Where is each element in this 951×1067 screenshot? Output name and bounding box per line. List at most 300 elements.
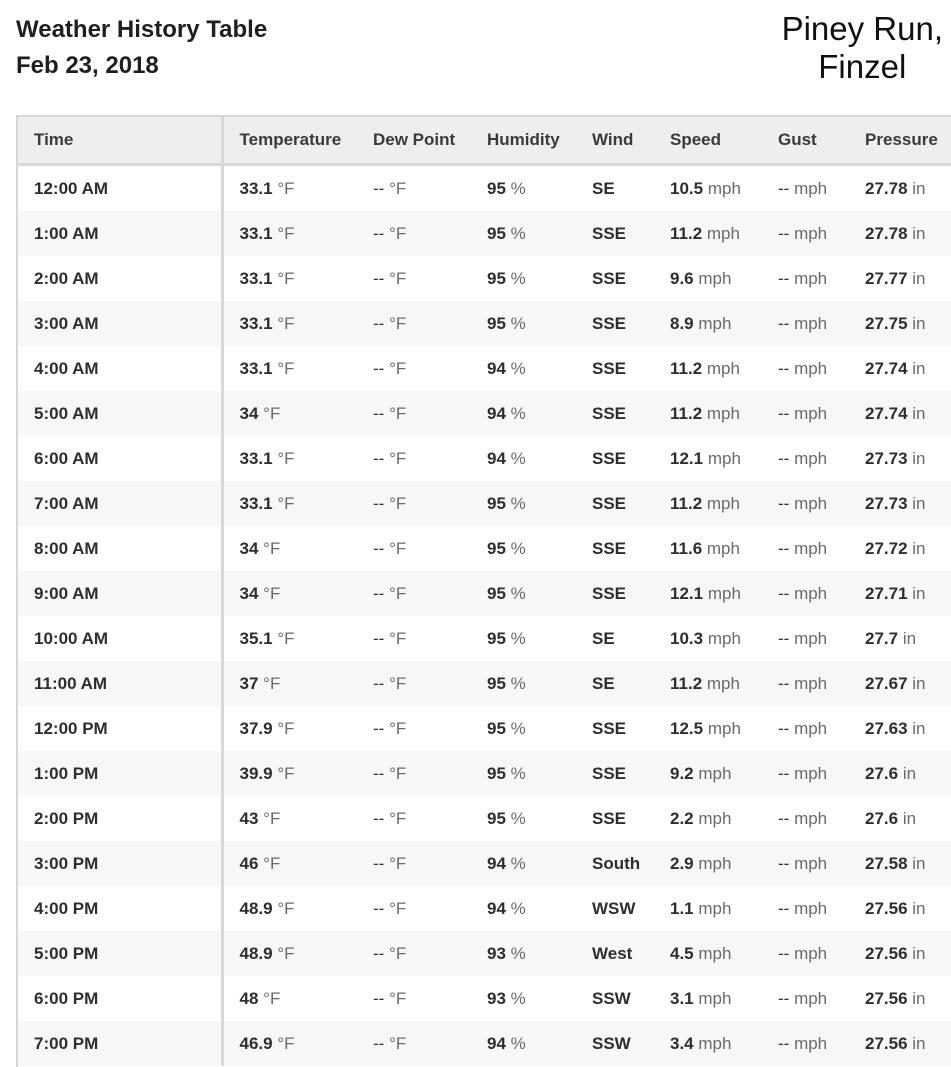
cell-gust-value: --: [778, 358, 790, 378]
cell-pressure-value: 27.56: [865, 988, 908, 1008]
cell-time-value: 4:00 PM: [34, 898, 99, 918]
cell-dew-point-value: --: [373, 358, 385, 378]
cell-temperature: [222, 301, 357, 346]
column-header-wind: Wind: [576, 117, 654, 165]
cell-speed-unit: mph: [698, 808, 732, 828]
table-row: [18, 796, 951, 841]
cell-time: [18, 841, 222, 886]
cell-speed: [654, 706, 762, 751]
column-header-speed: Speed: [654, 117, 762, 165]
cell-humidity-unit: %: [510, 673, 526, 693]
cell-pressure-value: 27.74: [865, 358, 908, 378]
cell-dew-point: [357, 796, 471, 841]
cell-temperature-unit: °F: [277, 943, 295, 963]
cell-gust: [762, 481, 849, 526]
cell-speed-value: 11.2: [670, 673, 703, 693]
cell-humidity-value: 93: [487, 943, 506, 963]
cell-wind-value: SSE: [592, 448, 627, 468]
cell-speed-value: 12.5: [670, 718, 704, 738]
cell-dew-point-unit: °F: [389, 1033, 407, 1053]
cell-humidity-unit: %: [510, 583, 526, 603]
cell-speed-value: 3.1: [670, 988, 694, 1008]
table-row: [18, 481, 951, 526]
cell-humidity-unit: %: [510, 988, 526, 1008]
cell-temperature-unit: °F: [277, 448, 295, 468]
cell-speed-unit: mph: [698, 898, 732, 918]
cell-pressure-unit: in: [902, 628, 917, 648]
cell-speed: [654, 165, 762, 212]
column-header-humidity: Humidity: [471, 117, 576, 165]
cell-temperature-unit: °F: [277, 178, 295, 198]
cell-humidity: [471, 481, 576, 526]
table-row: [18, 526, 951, 571]
cell-dew-point-value: --: [373, 538, 385, 558]
cell-humidity-value: 95: [487, 763, 506, 783]
cell-speed-value: 11.2: [670, 493, 703, 513]
cell-pressure: [849, 796, 951, 841]
cell-speed-value: 2.9: [670, 853, 694, 873]
cell-dew-point-value: --: [373, 988, 385, 1008]
cell-pressure-value: 27.77: [865, 268, 908, 288]
cell-speed: [654, 211, 762, 256]
cell-wind: [576, 346, 654, 391]
table-row: [18, 256, 951, 301]
cell-temperature-value: 34: [239, 583, 259, 603]
cell-gust-value: --: [778, 1033, 790, 1053]
cell-pressure-value: 27.73: [865, 448, 908, 468]
cell-dew-point: [357, 706, 471, 751]
cell-speed: [654, 616, 762, 661]
cell-time: [18, 391, 222, 436]
cell-pressure-value: 27.78: [865, 178, 908, 198]
table-row: [18, 706, 951, 751]
cell-gust-value: --: [778, 943, 790, 963]
cell-dew-point-unit: °F: [389, 493, 407, 513]
cell-wind: [576, 886, 654, 931]
cell-temperature-value: 33.1: [239, 223, 273, 243]
cell-temperature-value: 48.9: [239, 898, 273, 918]
cell-dew-point-value: --: [373, 313, 385, 333]
table-row: [18, 571, 951, 616]
column-header-dew-point: Dew Point: [357, 117, 471, 165]
cell-time: [18, 526, 222, 571]
cell-gust-unit: mph: [794, 178, 828, 198]
cell-temperature-value: 43: [239, 808, 259, 828]
page-header: [16, 12, 267, 84]
cell-time: [18, 886, 222, 931]
cell-wind: [576, 976, 654, 1021]
cell-humidity-value: 94: [487, 898, 506, 918]
cell-pressure-value: 27.7: [865, 628, 899, 648]
cell-dew-point: [357, 526, 471, 571]
cell-pressure-unit: in: [912, 268, 926, 288]
cell-temperature: [222, 616, 357, 661]
cell-gust: [762, 931, 849, 976]
cell-dew-point: [357, 931, 471, 976]
cell-wind: [576, 841, 654, 886]
cell-pressure-value: 27.72: [865, 538, 908, 558]
cell-pressure-value: 27.74: [865, 403, 908, 423]
page-date: Feb 23, 2018: [16, 52, 159, 79]
cell-dew-point-value: --: [373, 673, 385, 693]
cell-temperature-value: 33.1: [239, 448, 273, 468]
cell-dew-point-unit: °F: [389, 943, 407, 963]
cell-wind: [576, 165, 654, 212]
cell-gust-value: --: [778, 853, 790, 873]
cell-pressure-unit: in: [902, 808, 917, 828]
cell-time: [18, 616, 222, 661]
cell-wind-value: SSE: [592, 493, 627, 513]
cell-temperature-value: 46: [239, 853, 259, 873]
cell-dew-point-value: --: [373, 448, 385, 468]
cell-humidity-unit: %: [510, 538, 526, 558]
cell-humidity-value: 94: [487, 853, 506, 873]
cell-temperature-unit: °F: [277, 898, 295, 918]
cell-pressure: [849, 931, 951, 976]
cell-temperature: [222, 886, 357, 931]
cell-time: [18, 165, 222, 212]
cell-pressure-unit: in: [912, 988, 926, 1008]
cell-pressure: [849, 165, 951, 212]
cell-speed: [654, 481, 762, 526]
cell-temperature-unit: °F: [263, 538, 281, 558]
table-row: [18, 751, 951, 796]
cell-time-value: 5:00 PM: [34, 943, 99, 963]
cell-humidity-unit: %: [510, 268, 526, 288]
cell-speed: [654, 526, 762, 571]
cell-temperature-value: 37: [239, 673, 259, 693]
cell-humidity-unit: %: [510, 223, 526, 243]
cell-speed-unit: mph: [706, 673, 740, 693]
cell-dew-point-unit: °F: [389, 538, 407, 558]
cell-pressure: [849, 841, 951, 886]
cell-pressure-unit: in: [912, 718, 926, 738]
cell-time: [18, 1021, 222, 1066]
cell-wind: [576, 211, 654, 256]
cell-dew-point-value: --: [373, 943, 385, 963]
cell-temperature-unit: °F: [263, 583, 281, 603]
cell-dew-point-unit: °F: [389, 898, 407, 918]
cell-speed-value: 4.5: [670, 943, 694, 963]
cell-gust: [762, 391, 849, 436]
cell-humidity-value: 95: [487, 178, 506, 198]
cell-time-value: 1:00 AM: [34, 223, 99, 243]
cell-temperature-unit: °F: [277, 268, 295, 288]
table-row: [18, 1021, 951, 1066]
cell-pressure-value: 27.67: [865, 673, 908, 693]
cell-speed: [654, 931, 762, 976]
cell-dew-point: [357, 301, 471, 346]
cell-temperature: [222, 796, 357, 841]
cell-dew-point-value: --: [373, 808, 385, 828]
cell-gust-value: --: [778, 178, 790, 198]
cell-humidity-unit: %: [510, 493, 526, 513]
cell-gust-unit: mph: [794, 988, 828, 1008]
cell-speed-value: 3.4: [670, 1033, 694, 1053]
cell-time: [18, 346, 222, 391]
table-row: [18, 616, 951, 661]
cell-wind-value: SE: [592, 628, 615, 648]
cell-temperature-unit: °F: [263, 988, 281, 1008]
cell-speed: [654, 391, 762, 436]
cell-gust-value: --: [778, 628, 790, 648]
cell-time-value: 6:00 PM: [34, 988, 99, 1008]
cell-gust: [762, 256, 849, 301]
cell-speed-value: 11.2: [670, 403, 703, 423]
cell-humidity: [471, 346, 576, 391]
cell-humidity-unit: %: [510, 718, 526, 738]
cell-gust-unit: mph: [794, 538, 828, 558]
cell-wind-value: SSE: [592, 763, 627, 783]
column-header-pressure: Pressure: [849, 117, 951, 165]
cell-gust-unit: mph: [794, 628, 828, 648]
cell-speed: [654, 1021, 762, 1066]
column-header-time: Time: [18, 117, 222, 165]
cell-temperature: [222, 211, 357, 256]
cell-pressure-value: 27.56: [865, 943, 908, 963]
cell-pressure-value: 27.75: [865, 313, 908, 333]
cell-dew-point-unit: °F: [389, 718, 407, 738]
cell-humidity: [471, 436, 576, 481]
weather-history-table: [18, 117, 951, 1066]
cell-pressure-value: 27.6: [865, 763, 899, 783]
cell-gust-unit: mph: [794, 448, 828, 468]
cell-wind: [576, 526, 654, 571]
cell-time-value: 12:00 AM: [34, 178, 109, 198]
cell-dew-point: [357, 436, 471, 481]
table-row: [18, 165, 951, 212]
cell-speed-value: 12.1: [670, 448, 704, 468]
cell-gust: [762, 616, 849, 661]
cell-humidity-value: 94: [487, 358, 506, 378]
cell-temperature: [222, 256, 357, 301]
cell-temperature: [222, 165, 357, 212]
cell-gust-unit: mph: [794, 583, 828, 603]
table-row: [18, 211, 951, 256]
cell-temperature-unit: °F: [263, 853, 281, 873]
cell-gust-unit: mph: [794, 943, 828, 963]
cell-temperature: [222, 571, 357, 616]
cell-speed-unit: mph: [698, 1033, 732, 1053]
cell-temperature-unit: °F: [277, 493, 295, 513]
cell-humidity-value: 94: [487, 403, 506, 423]
cell-temperature-value: 35.1: [239, 628, 273, 648]
cell-time: [18, 481, 222, 526]
cell-humidity-unit: %: [510, 943, 526, 963]
cell-wind-value: SSE: [592, 223, 627, 243]
cell-speed-unit: mph: [706, 493, 740, 513]
cell-gust-value: --: [778, 313, 790, 333]
cell-wind-value: SE: [592, 673, 615, 693]
cell-time-value: 12:00 PM: [34, 718, 108, 738]
cell-humidity: [471, 886, 576, 931]
cell-gust-value: --: [778, 718, 790, 738]
weather-history-table-container: [16, 115, 951, 1067]
cell-dew-point-unit: °F: [389, 268, 407, 288]
cell-pressure-unit: in: [912, 943, 926, 963]
cell-humidity-unit: %: [510, 1033, 526, 1053]
cell-speed: [654, 841, 762, 886]
cell-pressure-unit: in: [912, 358, 926, 378]
cell-temperature-value: 48: [239, 988, 259, 1008]
cell-time-value: 6:00 AM: [34, 448, 99, 468]
cell-wind-value: SSE: [592, 583, 627, 603]
cell-speed-unit: mph: [698, 988, 732, 1008]
cell-temperature-value: 48.9: [239, 943, 273, 963]
cell-humidity-value: 93: [487, 988, 506, 1008]
cell-gust-value: --: [778, 583, 790, 603]
cell-temperature: [222, 661, 357, 706]
cell-temperature-value: 33.1: [239, 178, 273, 198]
cell-gust: [762, 796, 849, 841]
cell-speed-unit: mph: [707, 178, 741, 198]
cell-humidity-value: 95: [487, 268, 506, 288]
cell-gust-value: --: [778, 898, 790, 918]
cell-speed: [654, 256, 762, 301]
cell-temperature: [222, 706, 357, 751]
cell-pressure-value: 27.58: [865, 853, 908, 873]
cell-speed-value: 12.1: [670, 583, 704, 603]
cell-time: [18, 256, 222, 301]
cell-time: [18, 301, 222, 346]
cell-gust: [762, 1021, 849, 1066]
cell-pressure: [849, 346, 951, 391]
cell-temperature: [222, 841, 357, 886]
cell-pressure: [849, 211, 951, 256]
cell-temperature-value: 34: [239, 403, 259, 423]
cell-speed: [654, 976, 762, 1021]
cell-wind: [576, 571, 654, 616]
cell-gust-value: --: [778, 493, 790, 513]
cell-wind-value: WSW: [592, 898, 636, 918]
cell-dew-point-value: --: [373, 268, 385, 288]
cell-wind-value: SSE: [592, 538, 627, 558]
cell-humidity-unit: %: [510, 313, 526, 333]
cell-humidity-value: 95: [487, 583, 506, 603]
cell-wind-value: SE: [592, 178, 615, 198]
cell-humidity-unit: %: [510, 898, 526, 918]
cell-wind-value: SSW: [592, 988, 631, 1008]
cell-pressure-value: 27.78: [865, 223, 908, 243]
cell-wind-value: SSE: [592, 403, 627, 423]
cell-wind-value: SSE: [592, 268, 627, 288]
cell-dew-point-value: --: [373, 1033, 385, 1053]
cell-speed-unit: mph: [706, 223, 740, 243]
cell-pressure: [849, 391, 951, 436]
cell-wind: [576, 796, 654, 841]
cell-speed-unit: mph: [707, 628, 741, 648]
cell-gust-value: --: [778, 268, 790, 288]
cell-pressure-value: 27.56: [865, 1033, 908, 1053]
cell-humidity-value: 95: [487, 718, 506, 738]
cell-humidity-value: 95: [487, 808, 506, 828]
cell-wind: [576, 391, 654, 436]
column-header-gust: Gust: [762, 117, 849, 165]
cell-wind: [576, 256, 654, 301]
cell-gust: [762, 661, 849, 706]
cell-wind: [576, 301, 654, 346]
cell-time: [18, 796, 222, 841]
cell-pressure: [849, 886, 951, 931]
cell-dew-point-unit: °F: [389, 358, 407, 378]
cell-humidity: [471, 526, 576, 571]
cell-dew-point: [357, 346, 471, 391]
cell-speed: [654, 346, 762, 391]
cell-temperature-unit: °F: [277, 313, 295, 333]
cell-gust: [762, 165, 849, 212]
table-row: [18, 301, 951, 346]
cell-time: [18, 976, 222, 1021]
cell-humidity: [471, 706, 576, 751]
cell-speed-unit: mph: [698, 943, 732, 963]
cell-speed-value: 11.2: [670, 358, 703, 378]
cell-humidity-value: 95: [487, 313, 506, 333]
cell-pressure-unit: in: [912, 223, 926, 243]
cell-time-value: 2:00 PM: [34, 808, 99, 828]
cell-humidity-unit: %: [510, 358, 526, 378]
cell-gust-value: --: [778, 403, 790, 423]
cell-temperature-value: 34: [239, 538, 259, 558]
cell-speed-unit: mph: [707, 448, 741, 468]
cell-dew-point-value: --: [373, 403, 385, 423]
cell-speed-value: 9.6: [670, 268, 694, 288]
cell-pressure-unit: in: [912, 583, 926, 603]
cell-dew-point-unit: °F: [389, 853, 407, 873]
cell-pressure-unit: in: [912, 313, 926, 333]
cell-temperature-value: 33.1: [239, 268, 273, 288]
cell-temperature: [222, 391, 357, 436]
cell-dew-point-value: --: [373, 763, 385, 783]
cell-speed: [654, 301, 762, 346]
cell-speed-unit: mph: [706, 538, 740, 558]
cell-time-value: 3:00 AM: [34, 313, 99, 333]
location-label: [782, 10, 943, 86]
cell-pressure: [849, 481, 951, 526]
cell-gust-value: --: [778, 223, 790, 243]
cell-pressure-value: 27.6: [865, 808, 899, 828]
cell-dew-point: [357, 661, 471, 706]
cell-gust: [762, 211, 849, 256]
cell-dew-point-unit: °F: [389, 223, 407, 243]
cell-speed: [654, 886, 762, 931]
cell-humidity: [471, 1021, 576, 1066]
cell-gust-value: --: [778, 763, 790, 783]
cell-gust-unit: mph: [794, 898, 828, 918]
cell-dew-point-unit: °F: [389, 583, 407, 603]
cell-gust-unit: mph: [794, 808, 828, 828]
cell-humidity-unit: %: [510, 763, 526, 783]
cell-speed: [654, 751, 762, 796]
cell-humidity-value: 94: [487, 1033, 506, 1053]
cell-time-value: 7:00 AM: [34, 493, 99, 513]
cell-gust: [762, 526, 849, 571]
cell-speed: [654, 796, 762, 841]
cell-time-value: 7:00 PM: [34, 1033, 99, 1053]
cell-temperature-value: 33.1: [239, 493, 273, 513]
cell-pressure: [849, 256, 951, 301]
cell-gust-unit: mph: [794, 763, 828, 783]
cell-gust: [762, 976, 849, 1021]
table-header-row: [18, 117, 951, 165]
cell-humidity: [471, 616, 576, 661]
cell-time: [18, 436, 222, 481]
cell-humidity: [471, 571, 576, 616]
cell-pressure-value: 27.73: [865, 493, 908, 513]
cell-time-value: 4:00 AM: [34, 358, 99, 378]
cell-time-value: 3:00 PM: [34, 853, 99, 873]
cell-pressure: [849, 436, 951, 481]
cell-wind: [576, 616, 654, 661]
